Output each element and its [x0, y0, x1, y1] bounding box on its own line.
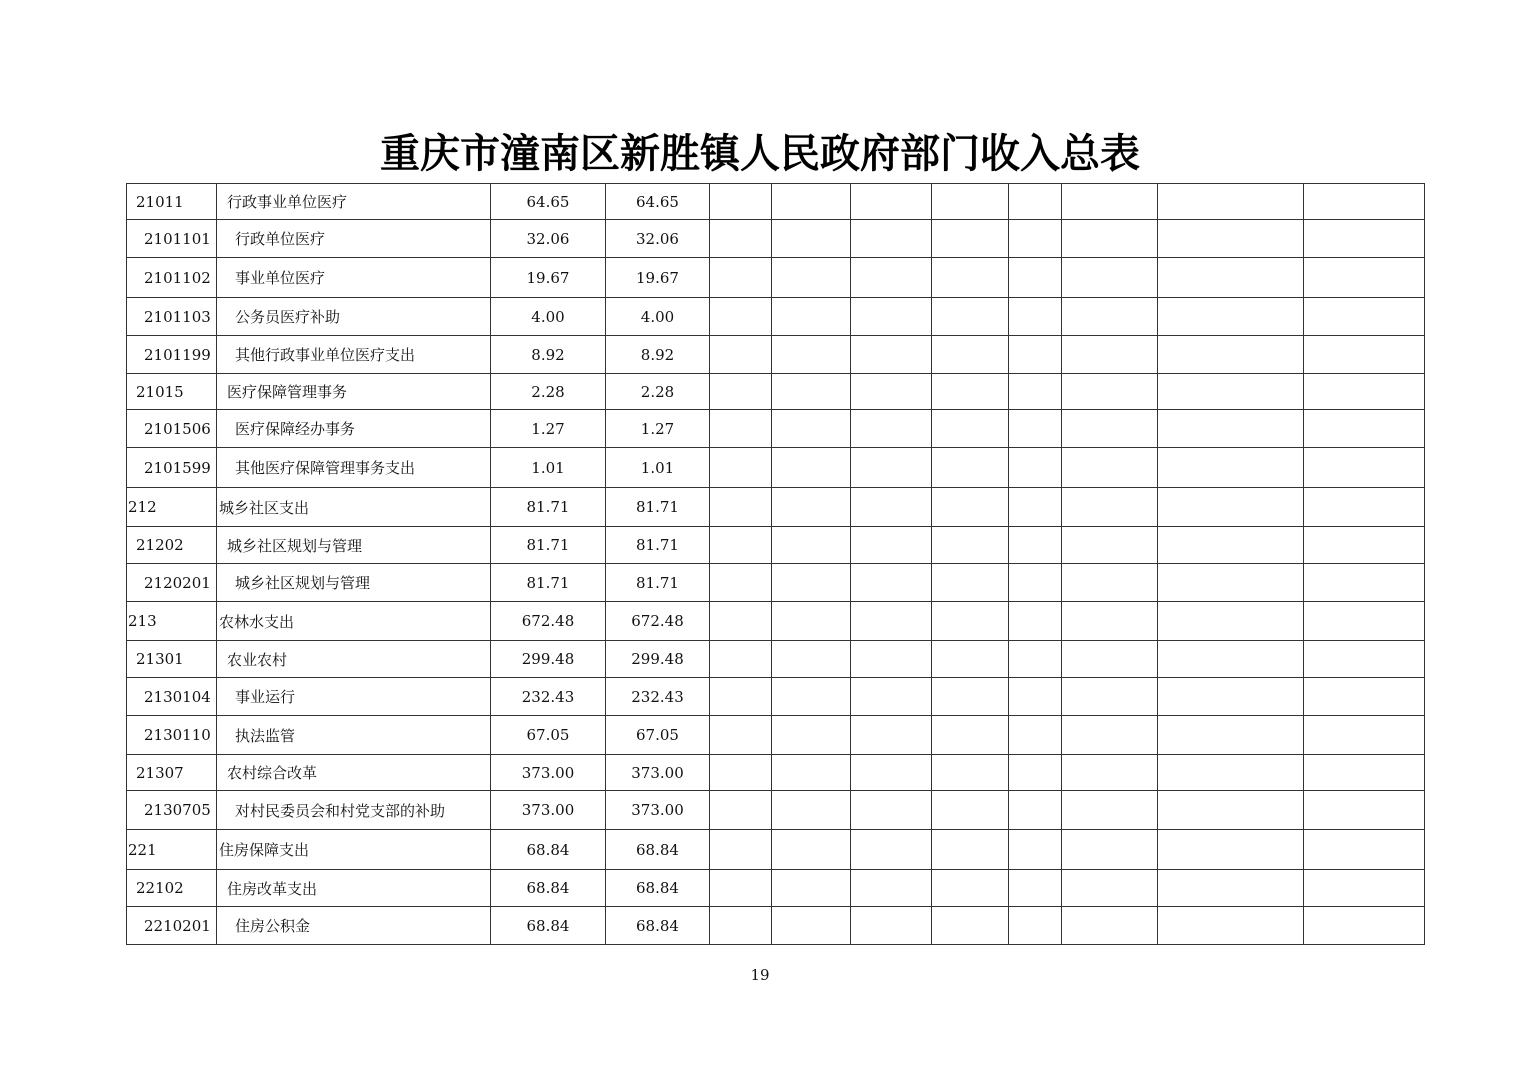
empty-cell — [1158, 602, 1304, 641]
empty-cell — [932, 641, 1009, 678]
table-row — [127, 716, 1425, 755]
subject-name-cell: 医疗保障管理事务 — [217, 374, 491, 410]
fiscal-allocation-cell: 68.84 — [606, 870, 710, 907]
empty-cell — [772, 678, 851, 716]
page-number: 19 — [750, 966, 770, 984]
empty-cell — [710, 791, 772, 830]
empty-cell — [1158, 564, 1304, 602]
empty-cell — [710, 184, 772, 220]
subject-code-cell: 2101506 — [127, 410, 217, 448]
empty-cell — [1158, 488, 1304, 527]
subject-code-cell: 2101103 — [127, 298, 217, 336]
subject-code-cell: 22102 — [127, 870, 217, 907]
subject-code-cell: 2101199 — [127, 336, 217, 374]
empty-cell — [851, 220, 932, 258]
empty-cell — [1062, 791, 1158, 830]
subject-name-cell: 城乡社区规划与管理 — [217, 527, 491, 564]
table-row — [127, 564, 1425, 602]
empty-cell — [710, 488, 772, 527]
total-amount-cell: 232.43 — [491, 678, 606, 716]
empty-cell — [1158, 220, 1304, 258]
fiscal-allocation-cell: 373.00 — [606, 755, 710, 791]
empty-cell — [1304, 716, 1425, 755]
table-row — [127, 184, 1425, 220]
empty-cell — [1158, 641, 1304, 678]
empty-cell — [1062, 448, 1158, 488]
empty-cell — [851, 791, 932, 830]
document-title: 重庆市潼南区新胜镇人民政府部门收入总表 — [380, 130, 1140, 177]
empty-cell — [851, 336, 932, 374]
empty-cell — [1158, 755, 1304, 791]
table-row — [127, 755, 1425, 791]
empty-cell — [710, 258, 772, 298]
empty-cell — [1009, 678, 1062, 716]
empty-cell — [851, 488, 932, 527]
table-row — [127, 870, 1425, 907]
empty-cell — [710, 220, 772, 258]
empty-cell — [772, 374, 851, 410]
empty-cell — [710, 298, 772, 336]
fiscal-allocation-cell: 19.67 — [606, 258, 710, 298]
empty-cell — [932, 755, 1009, 791]
empty-cell — [772, 258, 851, 298]
empty-cell — [851, 374, 932, 410]
empty-cell — [1009, 448, 1062, 488]
subject-code-cell: 21202 — [127, 527, 217, 564]
empty-cell — [1009, 258, 1062, 298]
subject-name-cell: 城乡社区支出 — [217, 488, 491, 527]
empty-cell — [851, 298, 932, 336]
empty-cell — [1009, 791, 1062, 830]
table-row — [127, 220, 1425, 258]
empty-cell — [1304, 755, 1425, 791]
empty-cell — [851, 602, 932, 641]
fiscal-allocation-cell: 2.28 — [606, 374, 710, 410]
empty-cell — [1304, 410, 1425, 448]
empty-cell — [1304, 791, 1425, 830]
empty-cell — [1304, 258, 1425, 298]
empty-cell — [1158, 184, 1304, 220]
empty-cell — [1062, 258, 1158, 298]
table-row — [127, 907, 1425, 945]
fiscal-allocation-cell: 67.05 — [606, 716, 710, 755]
empty-cell — [1158, 870, 1304, 907]
empty-cell — [932, 336, 1009, 374]
subject-name-cell: 公务员医疗补助 — [217, 298, 491, 336]
subject-code-cell: 212 — [127, 488, 217, 527]
total-amount-cell: 19.67 — [491, 258, 606, 298]
subject-code-cell: 2101101 — [127, 220, 217, 258]
subject-code-cell: 21301 — [127, 641, 217, 678]
subject-name-cell: 执法监管 — [217, 716, 491, 755]
subject-code-cell: 21307 — [127, 755, 217, 791]
total-amount-cell: 2.28 — [491, 374, 606, 410]
empty-cell — [710, 678, 772, 716]
empty-cell — [772, 791, 851, 830]
table-row — [127, 641, 1425, 678]
table-row — [127, 602, 1425, 641]
total-amount-cell: 672.48 — [491, 602, 606, 641]
empty-cell — [1062, 870, 1158, 907]
table-row — [127, 527, 1425, 564]
subject-code-cell: 21011 — [127, 184, 217, 220]
fiscal-allocation-cell: 81.71 — [606, 488, 710, 527]
empty-cell — [772, 641, 851, 678]
empty-cell — [772, 448, 851, 488]
empty-cell — [1062, 830, 1158, 870]
total-amount-cell: 32.06 — [491, 220, 606, 258]
subject-name-cell: 农村综合改革 — [217, 755, 491, 791]
empty-cell — [710, 564, 772, 602]
empty-cell — [1062, 678, 1158, 716]
subject-code-cell: 213 — [127, 602, 217, 641]
fiscal-allocation-cell: 81.71 — [606, 527, 710, 564]
empty-cell — [932, 602, 1009, 641]
empty-cell — [710, 336, 772, 374]
empty-cell — [932, 907, 1009, 945]
total-amount-cell: 81.71 — [491, 527, 606, 564]
empty-cell — [772, 716, 851, 755]
empty-cell — [1062, 220, 1158, 258]
empty-cell — [710, 448, 772, 488]
table-row — [127, 298, 1425, 336]
empty-cell — [1304, 336, 1425, 374]
empty-cell — [1158, 258, 1304, 298]
empty-cell — [710, 907, 772, 945]
subject-name-cell: 医疗保障经办事务 — [217, 410, 491, 448]
empty-cell — [851, 527, 932, 564]
subject-code-cell: 2210201 — [127, 907, 217, 945]
fiscal-allocation-cell: 68.84 — [606, 907, 710, 945]
empty-cell — [932, 258, 1009, 298]
empty-cell — [1062, 488, 1158, 527]
fiscal-allocation-cell: 1.27 — [606, 410, 710, 448]
empty-cell — [772, 410, 851, 448]
empty-cell — [1062, 298, 1158, 336]
empty-cell — [772, 298, 851, 336]
empty-cell — [1158, 527, 1304, 564]
empty-cell — [1009, 716, 1062, 755]
empty-cell — [851, 716, 932, 755]
total-amount-cell: 4.00 — [491, 298, 606, 336]
empty-cell — [710, 374, 772, 410]
empty-cell — [772, 220, 851, 258]
empty-cell — [1158, 448, 1304, 488]
empty-cell — [932, 488, 1009, 527]
empty-cell — [932, 220, 1009, 258]
empty-cell — [1009, 298, 1062, 336]
total-amount-cell: 299.48 — [491, 641, 606, 678]
subject-code-cell: 221 — [127, 830, 217, 870]
table-row — [127, 410, 1425, 448]
table-row — [127, 791, 1425, 830]
empty-cell — [772, 564, 851, 602]
subject-name-cell: 住房改革支出 — [217, 870, 491, 907]
empty-cell — [1158, 410, 1304, 448]
table-row — [127, 336, 1425, 374]
empty-cell — [1009, 336, 1062, 374]
empty-cell — [851, 564, 932, 602]
empty-cell — [772, 527, 851, 564]
empty-cell — [1158, 336, 1304, 374]
subject-code-cell: 2130705 — [127, 791, 217, 830]
empty-cell — [851, 907, 932, 945]
fiscal-allocation-cell: 8.92 — [606, 336, 710, 374]
total-amount-cell: 68.84 — [491, 870, 606, 907]
empty-cell — [932, 298, 1009, 336]
total-amount-cell: 64.65 — [491, 184, 606, 220]
subject-name-cell: 其他医疗保障管理事务支出 — [217, 448, 491, 488]
empty-cell — [932, 791, 1009, 830]
empty-cell — [851, 258, 932, 298]
empty-cell — [1062, 184, 1158, 220]
subject-code-cell: 21015 — [127, 374, 217, 410]
empty-cell — [1304, 830, 1425, 870]
empty-cell — [932, 184, 1009, 220]
subject-name-cell: 农林水支出 — [217, 602, 491, 641]
subject-name-cell: 其他行政事业单位医疗支出 — [217, 336, 491, 374]
fiscal-allocation-cell: 4.00 — [606, 298, 710, 336]
empty-cell — [1062, 527, 1158, 564]
empty-cell — [772, 907, 851, 945]
empty-cell — [1009, 220, 1062, 258]
empty-cell — [1158, 298, 1304, 336]
empty-cell — [1009, 755, 1062, 791]
subject-name-cell: 行政事业单位医疗 — [217, 184, 491, 220]
total-amount-cell: 1.27 — [491, 410, 606, 448]
subject-code-cell: 2130110 — [127, 716, 217, 755]
empty-cell — [1009, 564, 1062, 602]
empty-cell — [1158, 716, 1304, 755]
empty-cell — [851, 755, 932, 791]
empty-cell — [1062, 641, 1158, 678]
table-row — [127, 374, 1425, 410]
empty-cell — [1062, 907, 1158, 945]
empty-cell — [851, 678, 932, 716]
subject-code-cell: 2120201 — [127, 564, 217, 602]
fiscal-allocation-cell: 373.00 — [606, 791, 710, 830]
empty-cell — [710, 641, 772, 678]
empty-cell — [932, 870, 1009, 907]
total-amount-cell: 67.05 — [491, 716, 606, 755]
empty-cell — [1062, 716, 1158, 755]
empty-cell — [932, 374, 1009, 410]
empty-cell — [1009, 410, 1062, 448]
table-row — [127, 258, 1425, 298]
empty-cell — [1062, 374, 1158, 410]
empty-cell — [932, 448, 1009, 488]
empty-cell — [772, 830, 851, 870]
total-amount-cell: 68.84 — [491, 830, 606, 870]
subject-code-cell: 2130104 — [127, 678, 217, 716]
empty-cell — [1158, 791, 1304, 830]
fiscal-allocation-cell: 1.01 — [606, 448, 710, 488]
empty-cell — [1158, 678, 1304, 716]
empty-cell — [772, 488, 851, 527]
empty-cell — [932, 527, 1009, 564]
empty-cell — [1009, 602, 1062, 641]
total-amount-cell: 8.92 — [491, 336, 606, 374]
empty-cell — [1304, 527, 1425, 564]
subject-code-cell: 2101102 — [127, 258, 217, 298]
empty-cell — [851, 410, 932, 448]
empty-cell — [772, 336, 851, 374]
subject-name-cell: 对村民委员会和村党支部的补助 — [217, 791, 491, 830]
total-amount-cell: 373.00 — [491, 755, 606, 791]
fiscal-allocation-cell: 232.43 — [606, 678, 710, 716]
fiscal-allocation-cell: 81.71 — [606, 564, 710, 602]
subject-code-cell: 2101599 — [127, 448, 217, 488]
total-amount-cell: 373.00 — [491, 791, 606, 830]
empty-cell — [1062, 755, 1158, 791]
empty-cell — [1009, 907, 1062, 945]
empty-cell — [772, 755, 851, 791]
total-amount-cell: 68.84 — [491, 907, 606, 945]
empty-cell — [1009, 641, 1062, 678]
empty-cell — [1062, 336, 1158, 374]
empty-cell — [710, 716, 772, 755]
empty-cell — [1304, 374, 1425, 410]
fiscal-allocation-cell: 64.65 — [606, 184, 710, 220]
empty-cell — [1304, 602, 1425, 641]
empty-cell — [710, 830, 772, 870]
empty-cell — [1062, 410, 1158, 448]
empty-cell — [1009, 374, 1062, 410]
empty-cell — [710, 755, 772, 791]
empty-cell — [851, 448, 932, 488]
empty-cell — [1304, 641, 1425, 678]
empty-cell — [851, 184, 932, 220]
empty-cell — [1304, 448, 1425, 488]
empty-cell — [932, 410, 1009, 448]
empty-cell — [1158, 830, 1304, 870]
table-row — [127, 830, 1425, 870]
table-row — [127, 678, 1425, 716]
empty-cell — [772, 602, 851, 641]
total-amount-cell: 1.01 — [491, 448, 606, 488]
empty-cell — [710, 527, 772, 564]
fiscal-allocation-cell: 68.84 — [606, 830, 710, 870]
empty-cell — [1009, 830, 1062, 870]
empty-cell — [1009, 527, 1062, 564]
table-row — [127, 488, 1425, 527]
empty-cell — [932, 716, 1009, 755]
empty-cell — [851, 870, 932, 907]
empty-cell — [1009, 184, 1062, 220]
income-summary-table — [126, 183, 1425, 945]
subject-name-cell: 事业运行 — [217, 678, 491, 716]
empty-cell — [932, 678, 1009, 716]
empty-cell — [772, 870, 851, 907]
empty-cell — [1304, 678, 1425, 716]
empty-cell — [1009, 870, 1062, 907]
empty-cell — [1062, 602, 1158, 641]
empty-cell — [1009, 488, 1062, 527]
empty-cell — [1304, 298, 1425, 336]
empty-cell — [1062, 564, 1158, 602]
fiscal-allocation-cell: 672.48 — [606, 602, 710, 641]
subject-name-cell: 城乡社区规划与管理 — [217, 564, 491, 602]
subject-name-cell: 住房保障支出 — [217, 830, 491, 870]
empty-cell — [932, 830, 1009, 870]
subject-name-cell: 农业农村 — [217, 641, 491, 678]
empty-cell — [1304, 564, 1425, 602]
total-amount-cell: 81.71 — [491, 564, 606, 602]
empty-cell — [710, 602, 772, 641]
empty-cell — [710, 410, 772, 448]
fiscal-allocation-cell: 299.48 — [606, 641, 710, 678]
empty-cell — [1158, 374, 1304, 410]
subject-name-cell: 行政单位医疗 — [217, 220, 491, 258]
empty-cell — [1304, 184, 1425, 220]
empty-cell — [1304, 907, 1425, 945]
empty-cell — [1304, 870, 1425, 907]
table-row — [127, 448, 1425, 488]
subject-name-cell: 住房公积金 — [217, 907, 491, 945]
empty-cell — [710, 870, 772, 907]
subject-name-cell: 事业单位医疗 — [217, 258, 491, 298]
empty-cell — [1304, 488, 1425, 527]
empty-cell — [851, 830, 932, 870]
empty-cell — [851, 641, 932, 678]
total-amount-cell: 81.71 — [491, 488, 606, 527]
empty-cell — [932, 564, 1009, 602]
fiscal-allocation-cell: 32.06 — [606, 220, 710, 258]
empty-cell — [1304, 220, 1425, 258]
empty-cell — [772, 184, 851, 220]
table-body — [127, 184, 1425, 945]
empty-cell — [1158, 907, 1304, 945]
